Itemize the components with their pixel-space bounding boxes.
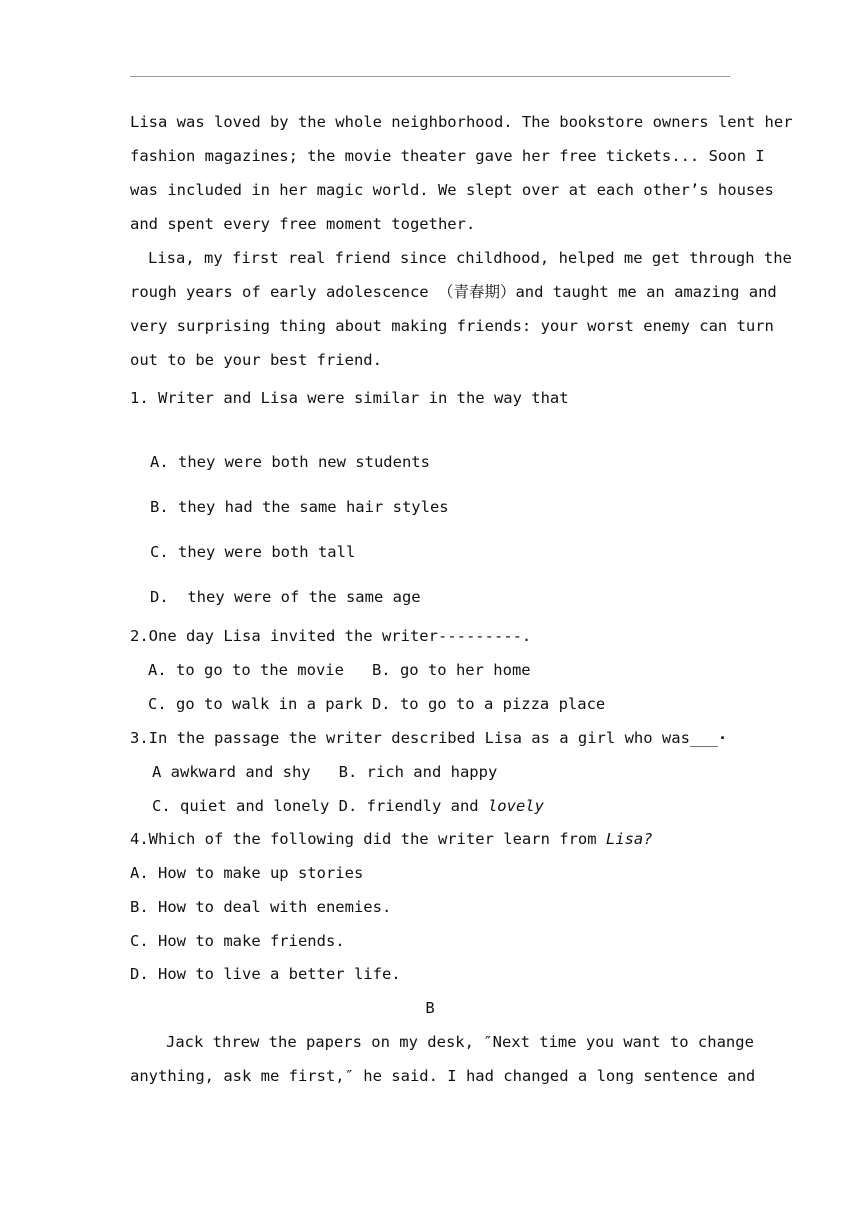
- passage-line: very surprising thing about making friends: your worst enemy can turn: [130, 317, 774, 335]
- question-4-stem-italic: Lisa?: [605, 830, 653, 848]
- question-4-option-a: A. How to make up stories: [130, 864, 364, 882]
- passage-line: Jack threw the papers on my desk, ″Next time you want to change: [166, 1033, 754, 1051]
- section-heading: B: [425, 999, 435, 1017]
- question-3-options-row: [152, 796, 544, 816]
- question-3-stem-text: 3.In the passage the writer described Lisa as a girl who was___: [130, 729, 718, 747]
- header-rule: [130, 76, 730, 77]
- question-3-options-row: A awkward and shy B. rich and happy: [152, 763, 498, 781]
- question-2-options-row: A. to go to the movie B. go to her home: [148, 661, 531, 679]
- question-2-stem: 2.One day Lisa invited the writer---------.: [130, 627, 532, 645]
- question-4-option-b: B. How to deal with enemies.: [130, 898, 392, 916]
- question-1-option-b: B. they had the same hair styles: [150, 498, 449, 516]
- passage-line: and spent every free moment together.: [130, 215, 476, 233]
- question-1-stem: 1. Writer and Lisa were similar in the way that: [130, 389, 569, 407]
- question-1-option-a: A. they were both new students: [150, 453, 430, 471]
- question-3-option-text: C. quiet and lonely D. friendly and: [152, 797, 488, 815]
- question-4-stem: [130, 829, 653, 849]
- question-1-option-d: D. they were of the same age: [150, 588, 421, 606]
- question-3-stem: [130, 728, 727, 748]
- passage-line: Lisa, my first real friend since childhood, helped me get through the: [148, 249, 792, 267]
- passage-line: rough years of early adolescence （青春期）and taught me an amazing and: [130, 283, 777, 301]
- passage-line: anything, ask me first,″ he said. I had changed a long sentence and: [130, 1067, 756, 1085]
- question-3-option-italic: lovely: [487, 797, 544, 815]
- question-4-stem-text: 4.Which of the following did the writer learn from: [130, 830, 606, 848]
- passage-line: was included in her magic world. We slept over at each other’s houses: [130, 181, 774, 199]
- question-4-option-c: C. How to make friends.: [130, 932, 345, 950]
- passage-line: out to be your best friend.: [130, 351, 382, 369]
- question-3-stem-end: ·: [717, 729, 728, 747]
- passage-line: Lisa was loved by the whole neighborhood. The bookstore owners lent her: [130, 113, 793, 131]
- question-1-option-c: C. they were both tall: [150, 543, 356, 561]
- question-2-options-row: C. go to walk in a park D. to go to a pizza place: [148, 695, 606, 713]
- question-4-option-d: D. How to live a better life.: [130, 965, 401, 983]
- passage-line: fashion magazines; the movie theater gave her free tickets... Soon I: [130, 147, 765, 165]
